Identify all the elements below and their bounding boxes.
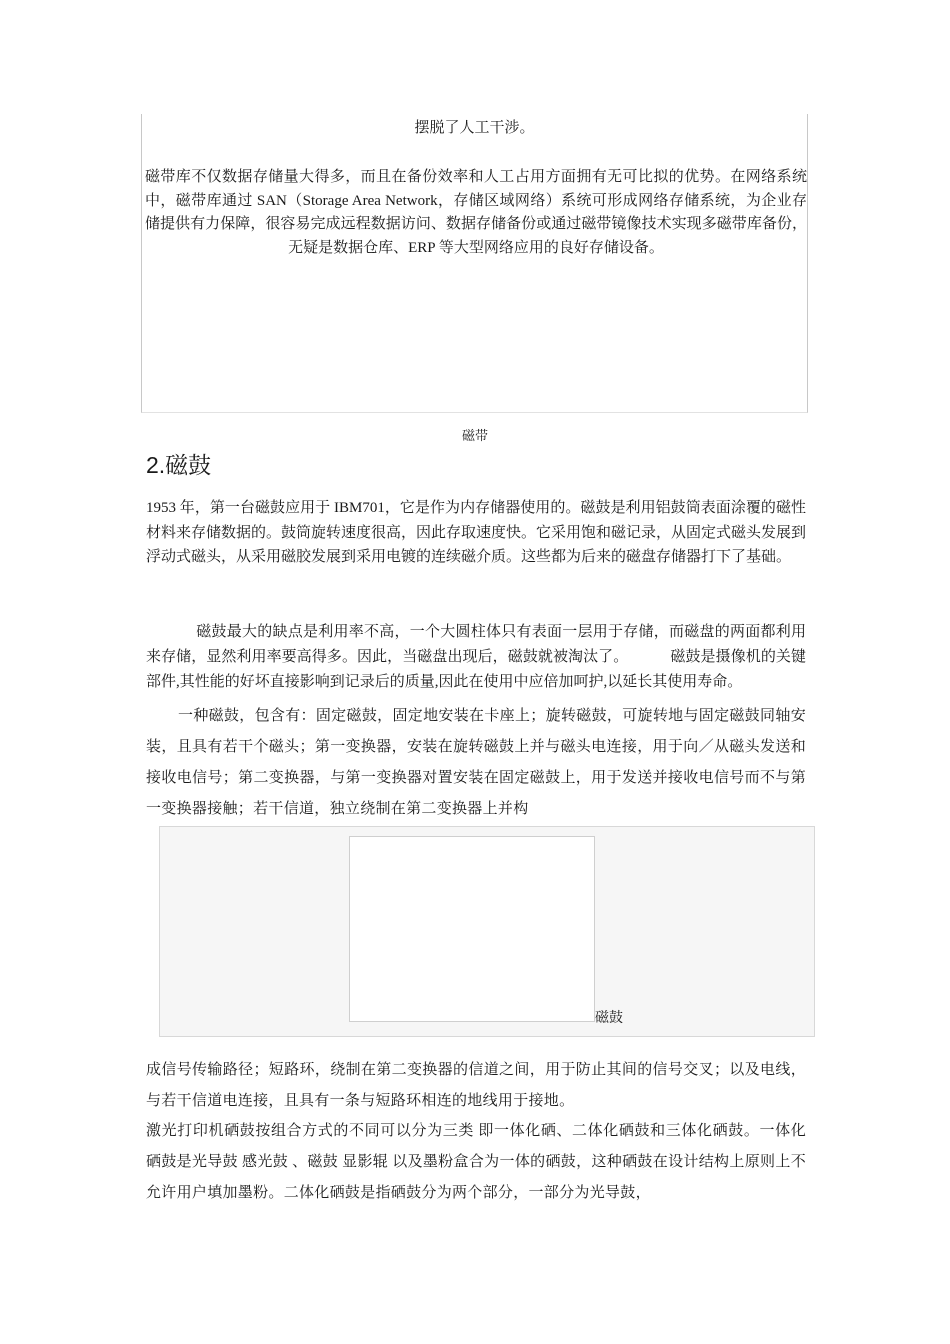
- paragraph-structure: [146, 701, 806, 825]
- tape-box-paragraph: 磁带库不仅数据存储量大得多，而且在备份效率和人工占用方面拥有无可比拟的优势。在网络系统中，磁带库通过 SAN（Storage Area Network，存储区域网络）系统可形成网络存储系统，为企业存储提供有力保障，很容易完成远程数据访问、数据存储备份或通过磁带镜像技术实现多磁带库备份，无疑是数据仓库、ERP 等大型网络应用的良好存储设备。: [145, 169, 807, 256]
- paragraph-history: 1953 年，第一台磁鼓应用于 IBM701，它是作为内存储器使用的。磁鼓是利用铝鼓筒表面涂覆的磁性材料来存储数据的。鼓筒旋转速度很高，因此存取速度快。它采用饱和磁记录，从固定式磁头发展到浮动式磁头，从采用磁胶发展到采用电镀的连续磁介质。这些都为后来的磁盘存储器打下了基础。: [146, 500, 807, 566]
- figure-drum-image: [349, 836, 595, 1022]
- paragraph-drawbacks-text: 磁鼓最大的缺点是利用率不高，一个大圆柱体只有表面一层用于存储，而磁盘的两面都利用来存储，显然利用率要高得多。因此，当磁盘出现后，磁鼓就被淘汰了。: [146, 624, 806, 665]
- tape-box-first-line: 摆脱了人工干涉。: [414, 120, 535, 136]
- caption-tape: 磁带: [461, 428, 488, 443]
- paragraph-toner-drum: 激光打印机硒鼓按组合方式的不同可以分为三类 即一体化硒、二体化硒鼓和三体化硒鼓。一体化硒鼓是光导鼓 感光鼓 、磁鼓 显影辊 以及墨粉盒合为一体的硒鼓，这种硒鼓在设计结构上原则上不允许用户填加墨粉。二体化硒鼓是指硒鼓分为两个部分，一部分为光导鼓，: [146, 1123, 806, 1201]
- figure-drum-frame: [159, 826, 815, 1037]
- paragraph-structure-text: 一种磁鼓，包含有：固定磁鼓，固定地安装在卡座上；旋转磁鼓，可旋转地与固定磁鼓同轴安装，且具有若干个磁头；第一变换器，安装在旋转磁鼓上并与磁头电连接，用于向／从磁头发送和接收电信号；第二变换器，与第一变换器对置安装在固定磁鼓上，用于发送并接收电信号而不与第一变换器接触；若干信道，独立绕制在第二变换器上并构: [146, 708, 806, 817]
- paragraph-drawbacks: [146, 620, 806, 694]
- paragraph-camera-text: 磁鼓是摄像机的关键部件,其性能的好坏直接影响到记录后的质量,因此在使用中应倍加呵护,以延长其使用寿命。: [146, 648, 806, 690]
- section-heading: 2.磁鼓: [146, 452, 212, 478]
- caption-drum: 磁鼓: [595, 1011, 623, 1026]
- paragraph-signal-path: 成信号传输路径；短路环，绕制在第二变换器的信道之间，用于防止其间的信号交叉；以及电线，与若干信道电连接，且具有一条与短路环相连的地线用于接地。: [146, 1062, 806, 1109]
- tape-library-text-box: [141, 114, 808, 413]
